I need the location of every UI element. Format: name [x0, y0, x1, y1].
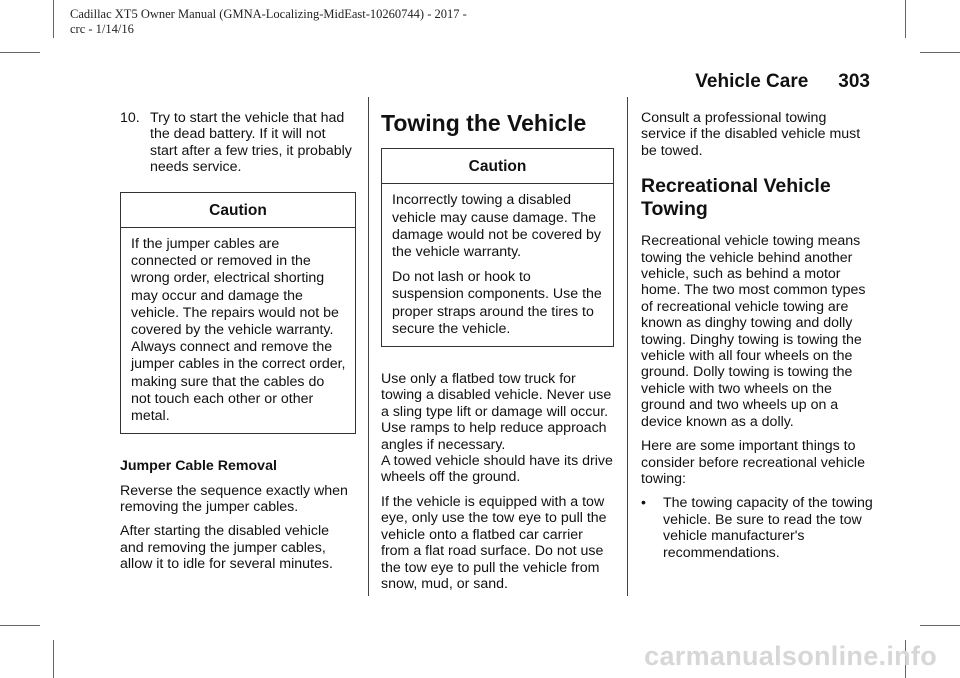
caution-title: Caution: [382, 149, 613, 184]
crop-mark: [53, 0, 54, 38]
caution-box-jumper: [120, 192, 356, 435]
step-text: Try to start the vehicle that had the dead battery. If it will not start after a few tries, it probably needs service.: [150, 110, 352, 176]
caution-text: Do not lash or hook to suspension components. Use the proper straps around the tires to secure the vehicle.: [392, 269, 602, 337]
paragraph: Reverse the sequence exactly when removing the jumper cables.: [120, 482, 348, 516]
watermark: carmanualsonline.info: [644, 641, 937, 671]
section-title: Vehicle Care: [695, 71, 809, 92]
paragraph: Recreational vehicle towing means towing the vehicle behind another vehicle, such as behind a motor home. The two most common types of recreational vehicle towing are known as dinghy towing and dolly towing. Dinghy towing is towing the vehicle with all four wheels on the ground. Dolly towing is towing the vehicle with two wheels on the ground and two wheels up on a device known as a dolly.: [641, 233, 866, 430]
bullet-marker: •: [641, 495, 646, 512]
column-divider: [627, 97, 628, 596]
caution-title: Caution: [121, 193, 355, 228]
meta-line-1: Cadillac XT5 Owner Manual (GMNA-Localizing-MidEast-10260744) - 2017 -: [70, 7, 467, 21]
crop-mark: [920, 625, 960, 626]
caution-text: If the jumper cables are connected or removed in the wrong order, electrical shorting may occur and damage the vehicle. The repairs would not be covered by the vehicle warranty. Always connect and remove the jumper cables in the correct order, making sure that the cables do not touch each other or other metal.: [131, 236, 346, 425]
column-1: [120, 110, 356, 581]
list-item: [641, 495, 875, 561]
column-3: [641, 110, 875, 561]
subheading-jumper-cable-removal: Jumper Cable Removal: [120, 458, 277, 475]
running-header: [695, 71, 870, 93]
paragraph: A towed vehicle should have its drive wheels off the ground.: [381, 453, 613, 486]
step-10: [120, 110, 356, 176]
heading-recreational-vehicle-towing: Recreational Vehicle Towing: [641, 175, 831, 221]
paragraph: After starting the disabled vehicle and removing the jumper cables, allow it to idle for several minutes.: [120, 523, 333, 573]
column-2: [381, 110, 614, 600]
crop-mark: [905, 0, 906, 38]
heading-towing-the-vehicle: Towing the Vehicle: [381, 110, 587, 136]
paragraph: Here are some important things to consider before recreational vehicle towing:: [641, 438, 865, 487]
document-meta: [70, 7, 467, 37]
crop-mark: [53, 640, 54, 678]
crop-mark: [920, 52, 960, 53]
caution-box-towing: [381, 148, 614, 347]
crop-mark: [0, 625, 40, 626]
meta-line-2: crc - 1/14/16: [70, 22, 134, 36]
paragraph: Use only a flatbed tow truck for towing a disabled vehicle. Never use a sling type lift or damage will occur. Use ramps to help reduce approach angles if necessary.: [381, 371, 612, 453]
caution-body: [382, 184, 613, 346]
paragraph: If the vehicle is equipped with a tow eye, only use the tow eye to pull the vehicle onto a flatbed car carrier from a flat road surface. Do not use the tow eye to pull the vehicle from snow, mud, or sand.: [381, 493, 607, 592]
caution-text: Incorrectly towing a disabled vehicle may cause damage. The damage would not be covered by the vehicle warranty.: [392, 192, 602, 261]
crop-mark: [0, 52, 40, 53]
paragraph: Consult a professional towing service if the disabled vehicle must be towed.: [641, 110, 861, 159]
caution-body: [121, 228, 355, 433]
page-number: 303: [838, 71, 870, 92]
column-divider: [368, 97, 369, 596]
list-item-text: The towing capacity of the towing vehicle. Be sure to read the tow vehicle manufacturer's recommendations.: [663, 495, 873, 561]
step-number: 10.: [120, 110, 140, 126]
